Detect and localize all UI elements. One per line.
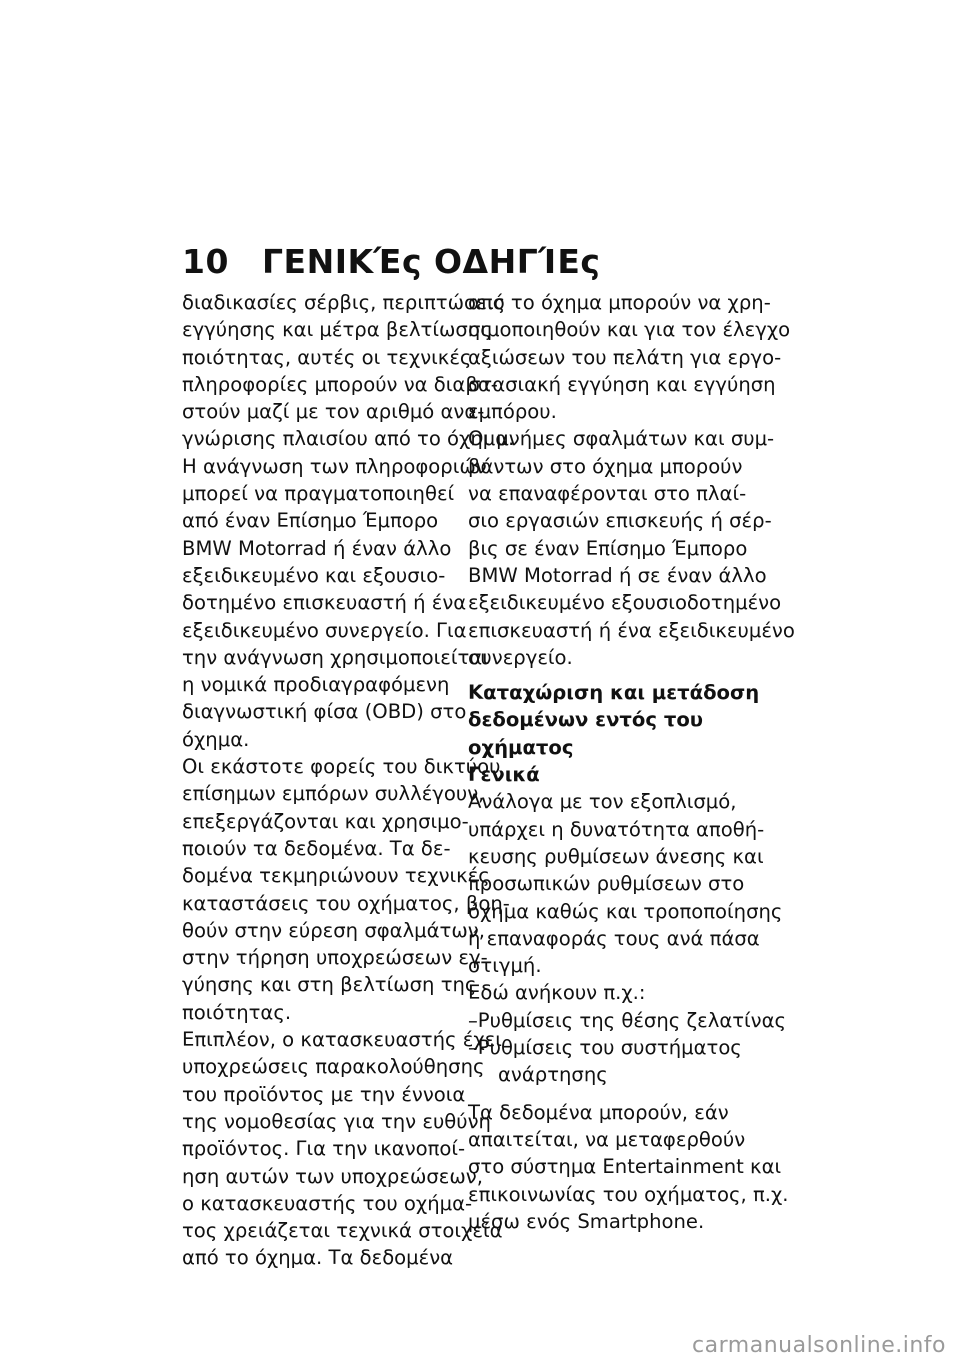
text-line: αξιώσεων του πελάτη για εργο- xyxy=(468,345,782,369)
text-line: μέσω ενός Smartphone. xyxy=(468,1209,705,1233)
watermark: carmanualsonline.info xyxy=(692,1333,946,1358)
text-line: στο σύστημα Entertainment και xyxy=(468,1155,782,1179)
text-line: βις σε έναν Επίσημο Έμπορο xyxy=(468,536,748,560)
text-line: προσωπικών ρυθμίσεων στο xyxy=(468,872,745,896)
text-line: στούν μαζί με τον αριθμό ανα- xyxy=(182,400,485,424)
closing-paragraph xyxy=(468,1099,789,1235)
settings-list xyxy=(468,1007,787,1089)
text-line: BMW Motorrad ή έναν άλλο xyxy=(182,536,452,560)
text-line: προϊόντος. Για την ικανοποί- xyxy=(182,1137,466,1161)
text-line: μπορεί να πραγματοποιηθεί xyxy=(182,482,455,506)
text-line: επισκευαστή ή ένα εξειδικευμένο xyxy=(468,618,795,642)
list-item: –Ρυθμίσεις της θέσης ζελατίνας xyxy=(468,1008,787,1032)
text-line: Επιπλέον, ο κατασκευαστής έχει xyxy=(182,1028,502,1052)
section-heading-line: οχήματος xyxy=(468,735,574,759)
text-line: υποχρεώσεις παρακολούθησης xyxy=(182,1055,485,1079)
text-line: ποιούν τα δεδομένα. Τα δε- xyxy=(182,836,451,860)
text-line: Ανάλογα με τον εξοπλισμό, xyxy=(468,790,737,814)
text-line: σιμοποιηθούν και για τον έλεγχο xyxy=(468,318,791,342)
text-line: εγγύησης και μέτρα βελτίωσης xyxy=(182,318,492,342)
text-line: ποιότητας, αυτές οι τεχνικές xyxy=(182,345,472,369)
chapter-title: ΓΕΝΙΚΈς ΟΔΗΓΊΕς xyxy=(262,242,601,281)
text-line: διαδικασίες σέρβις, περιπτώσεις xyxy=(182,291,506,314)
text-line: απαιτείται, να μεταφερθούν xyxy=(468,1127,746,1151)
section-heading-line: Καταχώριση και μετάδοση xyxy=(468,681,760,705)
text-line: Τα δεδομένα μπορούν, εάν xyxy=(468,1100,729,1124)
text-line: στιγμή. xyxy=(468,954,542,978)
list-item-continuation: ανάρτησης xyxy=(498,1063,608,1087)
page-number: 10 xyxy=(182,242,229,281)
text-line: την ανάγνωση χρησιμοποιείται xyxy=(182,645,489,669)
text-line: δομένα τεκμηριώνουν τεχνικές xyxy=(182,864,490,888)
text-line: επικοινωνίας του οχήματος, π.χ. xyxy=(468,1182,789,1206)
text-line: ο κατασκευαστής του οχήμα- xyxy=(182,1191,473,1215)
text-line: από το όχημα μπορούν να χρη- xyxy=(468,291,771,314)
text-line: ηση αυτών των υποχρεώσεων, xyxy=(182,1164,483,1188)
text-line: στασιακή εγγύηση και εγγύηση xyxy=(468,372,776,396)
text-line: τος χρειάζεται τεχνικά στοιχεία xyxy=(182,1219,503,1243)
text-line: δοτημένο επισκευαστή ή ένα xyxy=(182,591,467,615)
text-line: επεξεργάζονται και χρησιμο- xyxy=(182,809,469,833)
text-line: γνώρισης πλαισίου από το όχημα. xyxy=(182,427,515,451)
text-line: βάντων στο όχημα μπορούν xyxy=(468,454,743,478)
list-item: –Ρυθμίσεις του συστήματος xyxy=(468,1036,742,1060)
text-line: από έναν Επίσημο Έμπορο xyxy=(182,509,439,533)
text-line: επίσημων εμπόρων συλλέγουν, xyxy=(182,782,485,806)
section-heading-line: δεδομένων εντός του xyxy=(468,708,704,732)
text-line: καταστάσεις του οχήματος, βοη- xyxy=(182,891,510,915)
text-line: της νομοθεσίας για την ευθύνη xyxy=(182,1109,491,1133)
text-line: κευσης ρυθμίσεων άνεσης και xyxy=(468,844,764,868)
text-line: από το όχημα. Τα δεδομένα xyxy=(182,1246,454,1270)
text-line: στην τήρηση υποχρεώσεων εγ- xyxy=(182,946,488,970)
text-line: εξειδικευμένο και εξουσιο- xyxy=(182,563,446,587)
text-line: εμπόρου. xyxy=(468,400,557,424)
page-header xyxy=(182,242,600,281)
text-line: διαγνωστική φίσα (OBD) στο xyxy=(182,700,467,724)
text-line: όχημα. xyxy=(182,727,250,751)
section-heading xyxy=(468,679,760,761)
sub-heading: Γενικά xyxy=(468,763,540,787)
text-line: Η ανάγνωση των πληροφοριών xyxy=(182,454,487,478)
text-line: Οι εκάστοτε φορείς του δικτύου xyxy=(182,755,501,779)
text-line: εξειδικευμένο εξουσιοδοτημένο xyxy=(468,591,782,615)
right-text-column xyxy=(468,289,795,1235)
text-line: σιο εργασιών επισκευής ή σέρ- xyxy=(468,509,772,533)
text-line: BMW Motorrad ή σε έναν άλλο xyxy=(468,563,767,587)
text-line: Οι μνήμες σφαλμάτων και συμ- xyxy=(468,427,775,451)
text-line: όχημα καθώς και τροποποίησης xyxy=(468,899,783,923)
text-line: εξειδικευμένο συνεργείο. Για xyxy=(182,618,467,642)
text-line: η νομικά προδιαγραφόμενη xyxy=(182,673,450,697)
text-line: ή επαναφοράς τους ανά πάσα xyxy=(468,926,760,950)
text-line: υπάρχει η δυνατότητα αποθή- xyxy=(468,817,765,841)
text-line: να επαναφέρονται στο πλαί- xyxy=(468,482,747,506)
text-line: συνεργείο. xyxy=(468,645,573,669)
text-line: του προϊόντος με την έννοια xyxy=(182,1082,466,1106)
text-line: θούν στην εύρεση σφαλμάτων, xyxy=(182,918,485,942)
text-line: γύησης και στη βελτίωση της xyxy=(182,973,477,997)
text-line: ποιότητας. xyxy=(182,1000,292,1024)
text-line: πληροφορίες μπορούν να διαβα- xyxy=(182,372,498,396)
text-line: Εδώ ανήκουν π.χ.: xyxy=(468,981,646,1005)
